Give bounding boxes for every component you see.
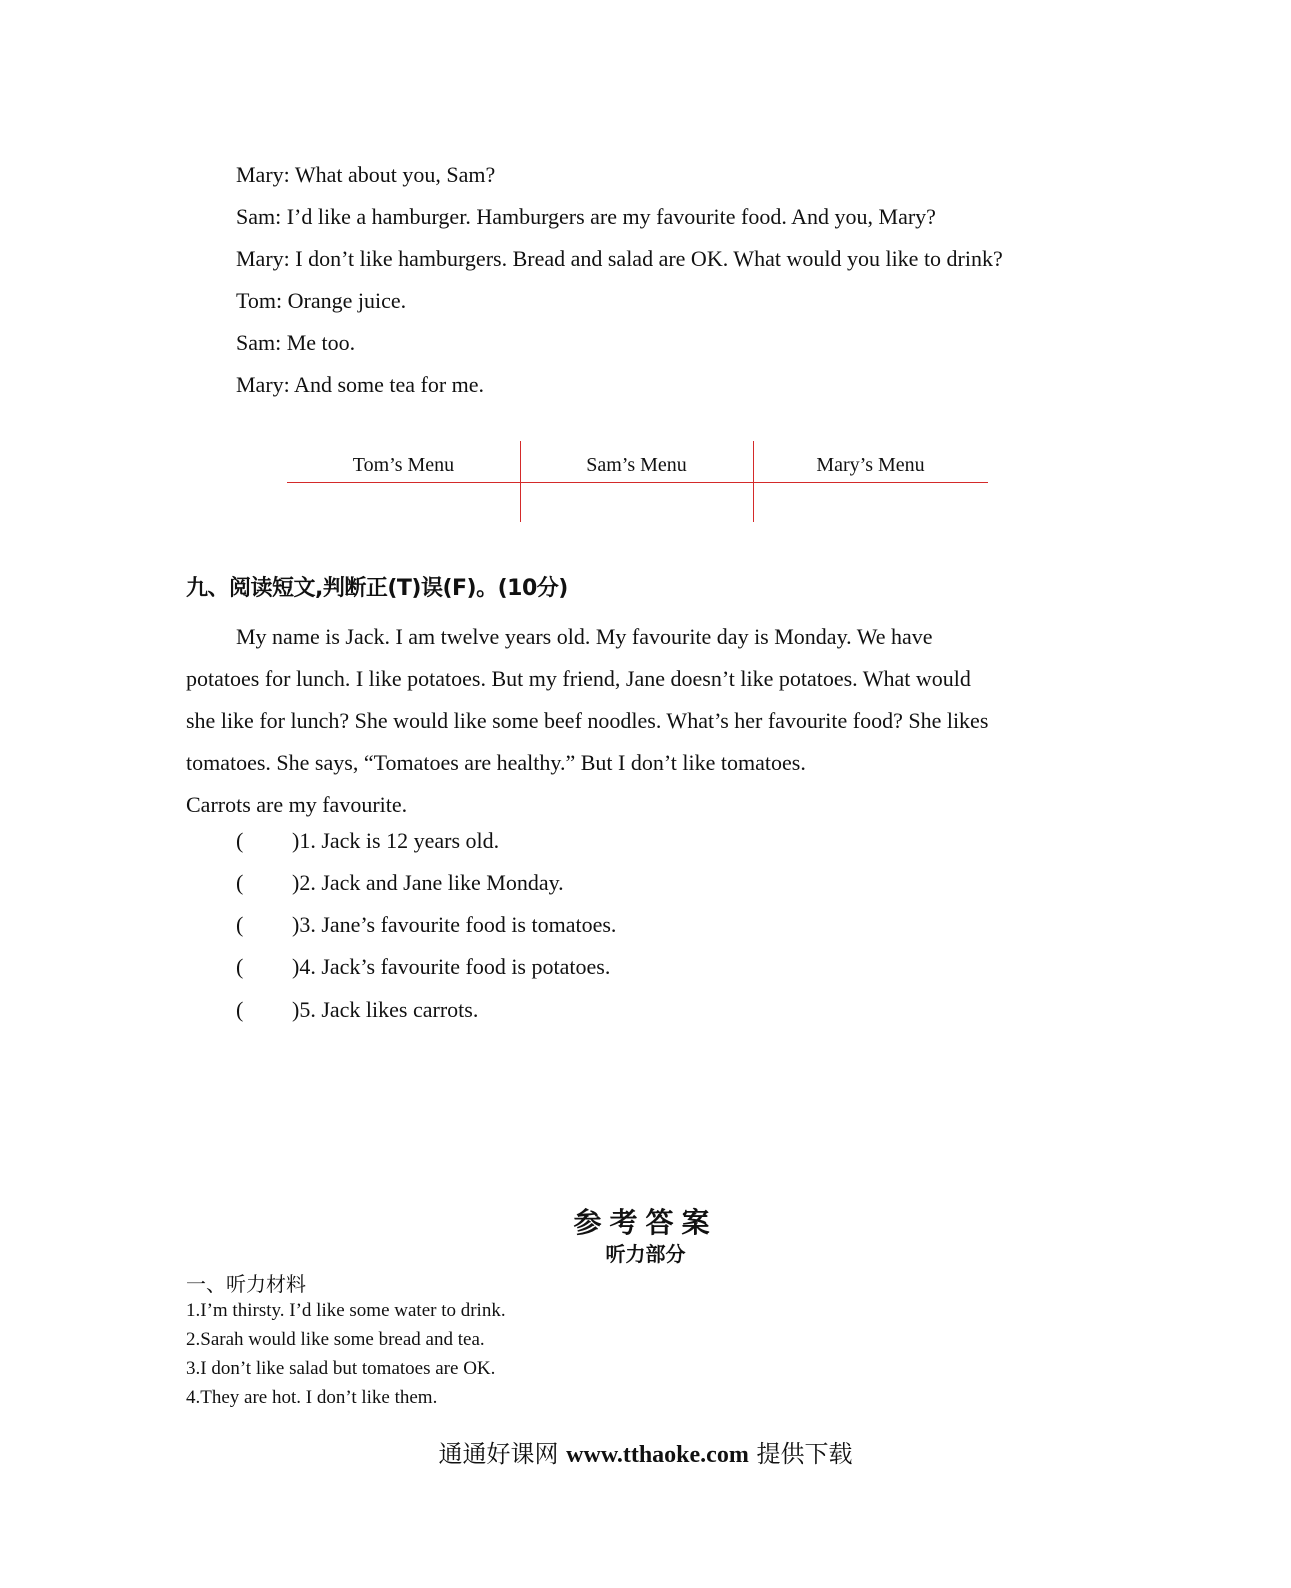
question-text: )4. Jack’s favourite food is potatoes. [292, 954, 611, 979]
answers-title: 参考答案 [573, 1206, 718, 1239]
dialogue-line: Tom: Orange juice. [236, 288, 407, 313]
question-item [236, 911, 616, 939]
table-divider-vertical [753, 441, 754, 522]
dialogue-line: Mary: What about you, Sam? [236, 162, 496, 187]
question-item [236, 869, 564, 897]
reading-passage [186, 616, 1091, 826]
listening-line: 1.I’m thirsty. I’d like some water to drink. [186, 1300, 506, 1321]
answer-blank[interactable]: ( [236, 954, 244, 979]
answers-subtitle: 听力部分 [605, 1242, 686, 1266]
passage-line: Carrots are my favourite. [186, 792, 408, 817]
listening-line: 4.They are hot. I don’t like them. [186, 1387, 438, 1408]
dialogue-line: Sam: Me too. [236, 330, 356, 355]
listening-line: 3.I don’t like salad but tomatoes are OK. [186, 1358, 496, 1379]
question-text: )5. Jack likes carrots. [292, 997, 479, 1022]
passage-line: My name is Jack. I am twelve years old. My favourite day is Monday. We have [236, 624, 933, 649]
menu-header-mary: Mary’s Menu [816, 454, 925, 476]
passage-line: potatoes for lunch. I like potatoes. But my friend, Jane doesn’t like potatoes. What would [186, 666, 971, 691]
passage-line: she like for lunch? She would like some beef noodles. What’s her favourite food? She likes [186, 708, 989, 733]
footer-prefix: 通通好课网 [438, 1440, 567, 1468]
question-item [236, 827, 499, 855]
table-divider-horizontal [287, 482, 988, 483]
menu-header-tom: Tom’s Menu [352, 454, 455, 476]
passage-line: tomatoes. She says, “Tomatoes are healthy.” But I don’t like tomatoes. [186, 750, 806, 775]
dialogue-line: Mary: And some tea for me. [236, 372, 485, 397]
answer-blank[interactable]: ( [236, 912, 244, 937]
table-divider-vertical [520, 441, 521, 522]
menu-table [287, 441, 988, 523]
dialogue-line: Sam: I’d like a hamburger. Hamburgers are my favourite food. And you, Mary? [236, 204, 936, 229]
question-text: )3. Jane’s favourite food is tomatoes. [292, 912, 617, 937]
question-item [236, 953, 610, 981]
dialogue-line: Mary: I don’t like hamburgers. Bread and salad are OK. What would you like to drink? [236, 246, 1003, 271]
listening-line: 2.Sarah would like some bread and tea. [186, 1329, 485, 1350]
footer-suffix: 提供下载 [748, 1440, 853, 1468]
section-title: 九、阅读短文,判断正(T)误(F)。(10分) [186, 576, 568, 601]
answer-blank[interactable]: ( [236, 828, 244, 853]
menu-header-sam: Sam’s Menu [586, 454, 687, 476]
question-item [236, 996, 478, 1024]
question-text: )1. Jack is 12 years old. [292, 828, 500, 853]
footer-link[interactable]: www.tthaoke.com [566, 1442, 749, 1468]
answer-blank[interactable]: ( [236, 997, 244, 1022]
question-text: )2. Jack and Jane like Monday. [292, 870, 564, 895]
listening-material-heading: 一、听力材料 [186, 1272, 306, 1296]
answer-blank[interactable]: ( [236, 870, 244, 895]
footer-credit [0, 1434, 1291, 1469]
